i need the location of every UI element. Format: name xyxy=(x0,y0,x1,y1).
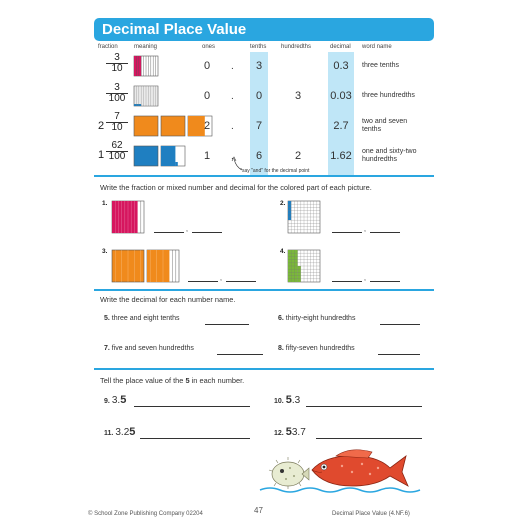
problem-11: 11. 3.25 xyxy=(104,426,136,438)
fraction-row-1: $\frac{3}{10}$ xyxy=(106,53,128,74)
problem-12: 12. 53.7 xyxy=(274,426,306,438)
meaning-graphic-row-2 xyxy=(134,86,158,106)
problem-3-decimal-blank[interactable] xyxy=(226,280,256,282)
fraction-row-4: $\frac{62}{100}$ xyxy=(106,141,128,162)
page-number: 47 xyxy=(254,506,263,515)
word-name-row-3: two and seven tenths xyxy=(362,118,408,133)
section-divider-1 xyxy=(94,175,434,177)
fraction-row-2: $\frac{3}{100}$ xyxy=(106,83,128,104)
problem-11-answer-blank[interactable] xyxy=(140,437,250,439)
problem-4-label: 4. xyxy=(280,248,286,255)
problem-5-answer-blank[interactable] xyxy=(205,323,249,325)
problem-7-answer-blank[interactable] xyxy=(217,353,263,355)
header-ones: ones xyxy=(202,44,216,50)
hundredths-row-4: 2 xyxy=(294,150,302,162)
problem-5: 5. three and eight tenths xyxy=(104,315,180,322)
header-meaning: meaning xyxy=(134,44,158,50)
problem-2-grid xyxy=(288,201,320,233)
whole-row-3: 2 xyxy=(98,120,105,132)
header-fraction: fraction xyxy=(98,44,118,50)
decimal-point-row-2: . xyxy=(231,91,234,102)
problem-8: 8. fifty-seven hundredths xyxy=(278,345,355,352)
problem-6-answer-blank[interactable] xyxy=(380,323,420,325)
problem-1-fraction-blank[interactable] xyxy=(154,231,184,233)
problem-4-decimal-blank[interactable] xyxy=(370,280,400,282)
decimal-point-row-3: . xyxy=(231,121,234,132)
decimal-point-row-1: . xyxy=(231,61,234,72)
problem-3-grids xyxy=(112,250,180,282)
tenths-row-1: 3 xyxy=(255,60,263,72)
problem-9-answer-blank[interactable] xyxy=(134,405,250,407)
header-decimal: decimal xyxy=(330,44,351,50)
tenths-row-4: 6 xyxy=(255,150,263,162)
problem-1-decimal-blank[interactable] xyxy=(192,231,222,233)
problem-3-comma: , xyxy=(220,275,222,282)
problem-2-comma: , xyxy=(364,226,366,233)
title-bar xyxy=(94,18,434,41)
word-name-row-4: one and sixty-two hundredths xyxy=(362,148,417,163)
worksheet-page xyxy=(88,12,434,517)
problem-7: 7. five and seven hundredths xyxy=(104,345,194,352)
say-and-note: *say "and" for the decimal point xyxy=(240,168,310,174)
word-name-row-1: three tenths xyxy=(362,62,399,69)
section2-instruction: Write the decimal for each number name. xyxy=(100,295,236,304)
problem-1-label: 1. xyxy=(102,200,108,207)
tenths-row-3: 7 xyxy=(255,120,263,132)
problem-10: 10. 5.3 xyxy=(274,394,301,406)
tenths-row-2: 0 xyxy=(255,90,263,102)
section-divider-2 xyxy=(94,289,434,291)
word-name-row-2: three hundredths xyxy=(362,92,415,99)
header-hundredths: hundredths xyxy=(281,44,312,50)
problem-1-comma: , xyxy=(186,226,188,233)
ones-row-2: 0 xyxy=(203,90,211,102)
decimal-point-row-4: . xyxy=(231,151,234,162)
water-waves xyxy=(260,486,420,494)
problem-4-fraction-blank[interactable] xyxy=(332,280,362,282)
problem-4-grid xyxy=(288,250,320,282)
problem-8-answer-blank[interactable] xyxy=(378,353,420,355)
problem-9: 9. 3.5 xyxy=(104,394,127,406)
header-word-name: word name xyxy=(362,44,392,50)
ones-row-4: 1 xyxy=(203,150,211,162)
ones-row-3: 2 xyxy=(203,120,211,132)
problem-2-fraction-blank[interactable] xyxy=(332,231,362,233)
problem-2-label: 2. xyxy=(280,200,286,207)
problem-12-answer-blank[interactable] xyxy=(316,437,422,439)
problem-2-decimal-blank[interactable] xyxy=(370,231,400,233)
problem-6: 6. thirty-eight hundredths xyxy=(278,315,356,322)
section1-instruction: Write the fraction or mixed number and decimal for the colored part of each picture. xyxy=(100,183,372,192)
section3-instruction: Tell the place value of the 5 in each number. xyxy=(100,376,245,385)
ones-row-1: 0 xyxy=(203,60,211,72)
problem-3-fraction-blank[interactable] xyxy=(188,280,218,282)
page-title: Decimal Place Value xyxy=(102,21,247,38)
hundredths-row-2: 3 xyxy=(294,90,302,102)
whole-row-4: 1 xyxy=(98,149,105,161)
pufferfish-illustration xyxy=(266,456,310,490)
decimal-row-4: 1.62 xyxy=(330,150,352,162)
problem-10-answer-blank[interactable] xyxy=(306,405,422,407)
copyright: © School Zone Publishing Company 02204 xyxy=(88,511,203,517)
decimal-row-1: 0.3 xyxy=(333,60,349,72)
problem-3-label: 3. xyxy=(102,248,108,255)
meaning-graphic-row-1 xyxy=(134,56,158,76)
problem-1-grid xyxy=(112,201,144,233)
section-divider-3 xyxy=(94,368,434,370)
decimal-row-2: 0.03 xyxy=(330,90,352,102)
problem-4-comma: , xyxy=(364,275,366,282)
meaning-graphic-row-4 xyxy=(134,146,185,166)
decimal-row-3: 2.7 xyxy=(333,120,349,132)
header-tenths: tenths xyxy=(250,44,267,50)
fraction-row-3: $\frac{7}{10}$ xyxy=(106,112,128,133)
footer-standard: Decimal Place Value (4.NF.6) xyxy=(332,511,410,517)
